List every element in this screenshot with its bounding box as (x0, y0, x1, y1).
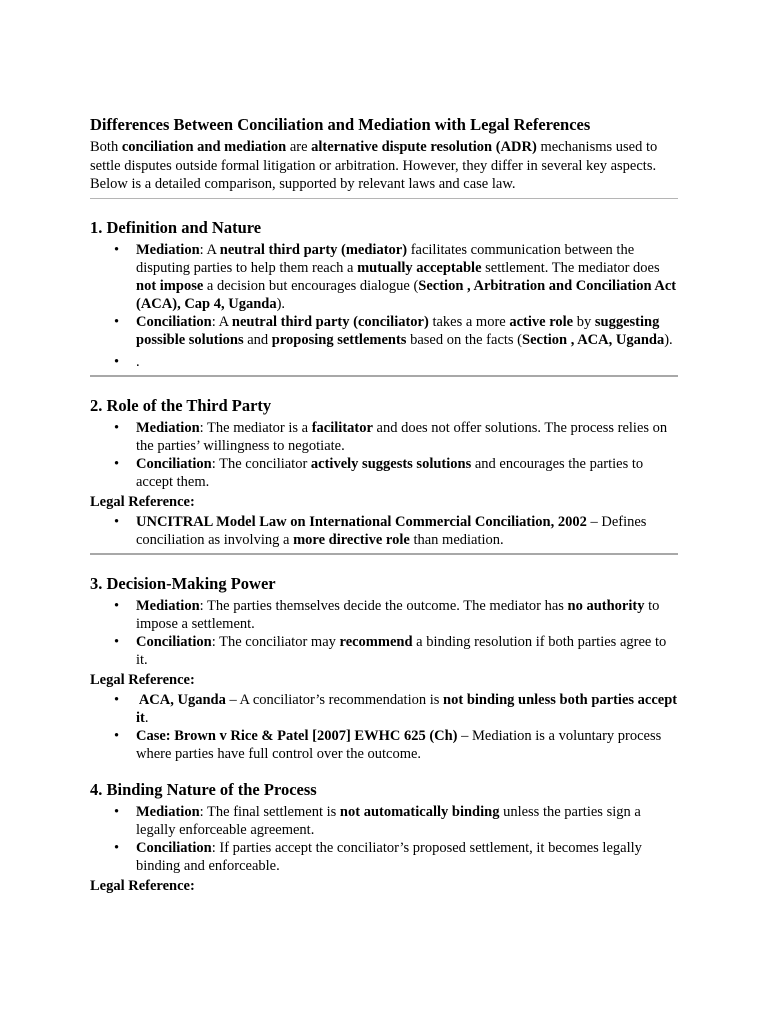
intro-bold: alternative dispute resolution (ADR) (311, 139, 537, 155)
legal-reference-list (90, 513, 678, 549)
list-item (136, 803, 678, 839)
item-text: . (144, 709, 149, 726)
item-term: Conciliation (136, 839, 212, 856)
item-term: Mediation (136, 419, 200, 436)
intro-paragraph (90, 138, 678, 194)
item-text: facilitates communication between the disputing parties to help them reach a (136, 241, 635, 276)
intro-text: mechanisms used to settle disputes outside formal litigation or arbitration. However, they differ in several key aspects. Below is a detailed comparison, supported by relevant laws and case law. (90, 139, 658, 192)
item-text: ). (276, 295, 286, 312)
item-bold: Section , Arbitration and Conciliation Act (ACA), Cap 4, Uganda (136, 277, 677, 312)
legal-reference-label: Legal Reference: (90, 493, 195, 510)
item-text: by (573, 313, 595, 330)
decision-list (90, 597, 678, 669)
section-heading-decision: 3. Decision-Making Power (90, 573, 276, 593)
item-text: ). (664, 331, 673, 348)
list-item (136, 727, 678, 763)
list-item (136, 419, 678, 455)
item-term: Conciliation (136, 455, 212, 472)
item-text: and encourages the parties to accept them. (136, 455, 644, 490)
item-bold: not binding unless both parties accept it (136, 691, 678, 726)
item-bold: proposing settlements (271, 331, 407, 348)
list-item (136, 313, 678, 349)
item-text: takes a more (428, 313, 510, 330)
binding-list (90, 803, 678, 875)
item-text: – Defines conciliation as involving a (136, 513, 647, 548)
item-bold: facilitator (311, 419, 373, 436)
section-heading-definition: 1. Definition and Nature (90, 217, 262, 237)
item-bold: suggesting possible solutions (136, 313, 660, 348)
intro-text: Both (90, 139, 122, 155)
item-text: and (243, 331, 272, 348)
item-bold: neutral third party (mediator) (219, 241, 408, 258)
item-text: and does not offer solutions. The process relies on the parties’ willingness to negotiate. (136, 419, 668, 454)
item-text: : The mediator is a (199, 419, 312, 436)
list-item (136, 691, 678, 727)
item-text: . (136, 353, 140, 370)
document-title: Differences Between Conciliation and Mediation with Legal References (90, 115, 591, 134)
list-item (136, 633, 678, 669)
item-term: Mediation (136, 241, 200, 258)
section-heading-role: 2. Role of the Third Party (90, 395, 272, 415)
item-bold: Section , ACA, Uganda (522, 331, 665, 348)
item-text: a decision but encourages dialogue ( (203, 277, 419, 294)
item-text: : The parties themselves decide the outcome. The mediator has (199, 597, 568, 614)
item-bold: Case: Brown v Rice & Patel [2007] EWHC 625 (Ch) (136, 727, 458, 744)
item-text: – A conciliator’s recommendation is (225, 691, 444, 708)
intro-bold: conciliation and mediation (121, 139, 287, 155)
item-bold: active role (509, 313, 574, 330)
intro-text: are (286, 139, 312, 155)
item-bold: actively suggests solutions (310, 455, 472, 472)
list-item (136, 241, 678, 313)
item-text: unless the parties sign a legally enforceable agreement. (136, 803, 641, 838)
definition-list (90, 241, 678, 371)
item-bold: neutral third party (conciliator) (231, 313, 429, 330)
item-text: : The conciliator may (211, 633, 340, 650)
section-divider (90, 553, 678, 555)
item-text: to impose a settlement. (136, 597, 660, 632)
role-list (90, 419, 678, 491)
item-bold: more directive role (293, 531, 410, 548)
item-text: : A (199, 241, 220, 258)
legal-reference-list (90, 691, 678, 763)
list-item (136, 597, 678, 633)
list-item (136, 839, 678, 875)
section-divider (90, 375, 678, 377)
item-text: : The conciliator (211, 455, 311, 472)
item-text: settlement. The mediator does (481, 259, 660, 276)
item-term: Mediation (136, 597, 200, 614)
item-text: : A (211, 313, 232, 330)
item-term: Conciliation (136, 633, 212, 650)
item-bold: UNCITRAL Model Law on International Commercial Conciliation, 2002 (136, 513, 587, 530)
section-heading-binding: 4. Binding Nature of the Process (90, 779, 317, 799)
item-bold: ACA, Uganda (136, 691, 226, 708)
legal-reference-label: Legal Reference: (90, 877, 195, 894)
item-bold: no authority (567, 597, 645, 614)
item-text: based on the facts ( (406, 331, 523, 348)
item-text: a binding resolution if both parties agree to it. (136, 633, 667, 668)
section-divider (90, 198, 678, 199)
item-bold: not automatically binding (339, 803, 500, 820)
item-text: than mediation. (409, 531, 504, 548)
legal-reference-label: Legal Reference: (90, 671, 195, 688)
item-text: : If parties accept the conciliator’s proposed settlement, it becomes legally binding and enforceable. (136, 839, 642, 874)
item-bold: not impose (136, 277, 204, 294)
list-item (136, 353, 678, 371)
item-text: : The final settlement is (199, 803, 340, 820)
list-item (136, 455, 678, 491)
item-bold: mutually acceptable (357, 259, 482, 276)
item-bold: recommend (339, 633, 413, 650)
item-text: – Mediation is a voluntary process where parties have full control over the outcome. (136, 727, 662, 762)
item-term: Conciliation (136, 313, 212, 330)
list-item (136, 513, 678, 549)
item-term: Mediation (136, 803, 200, 820)
